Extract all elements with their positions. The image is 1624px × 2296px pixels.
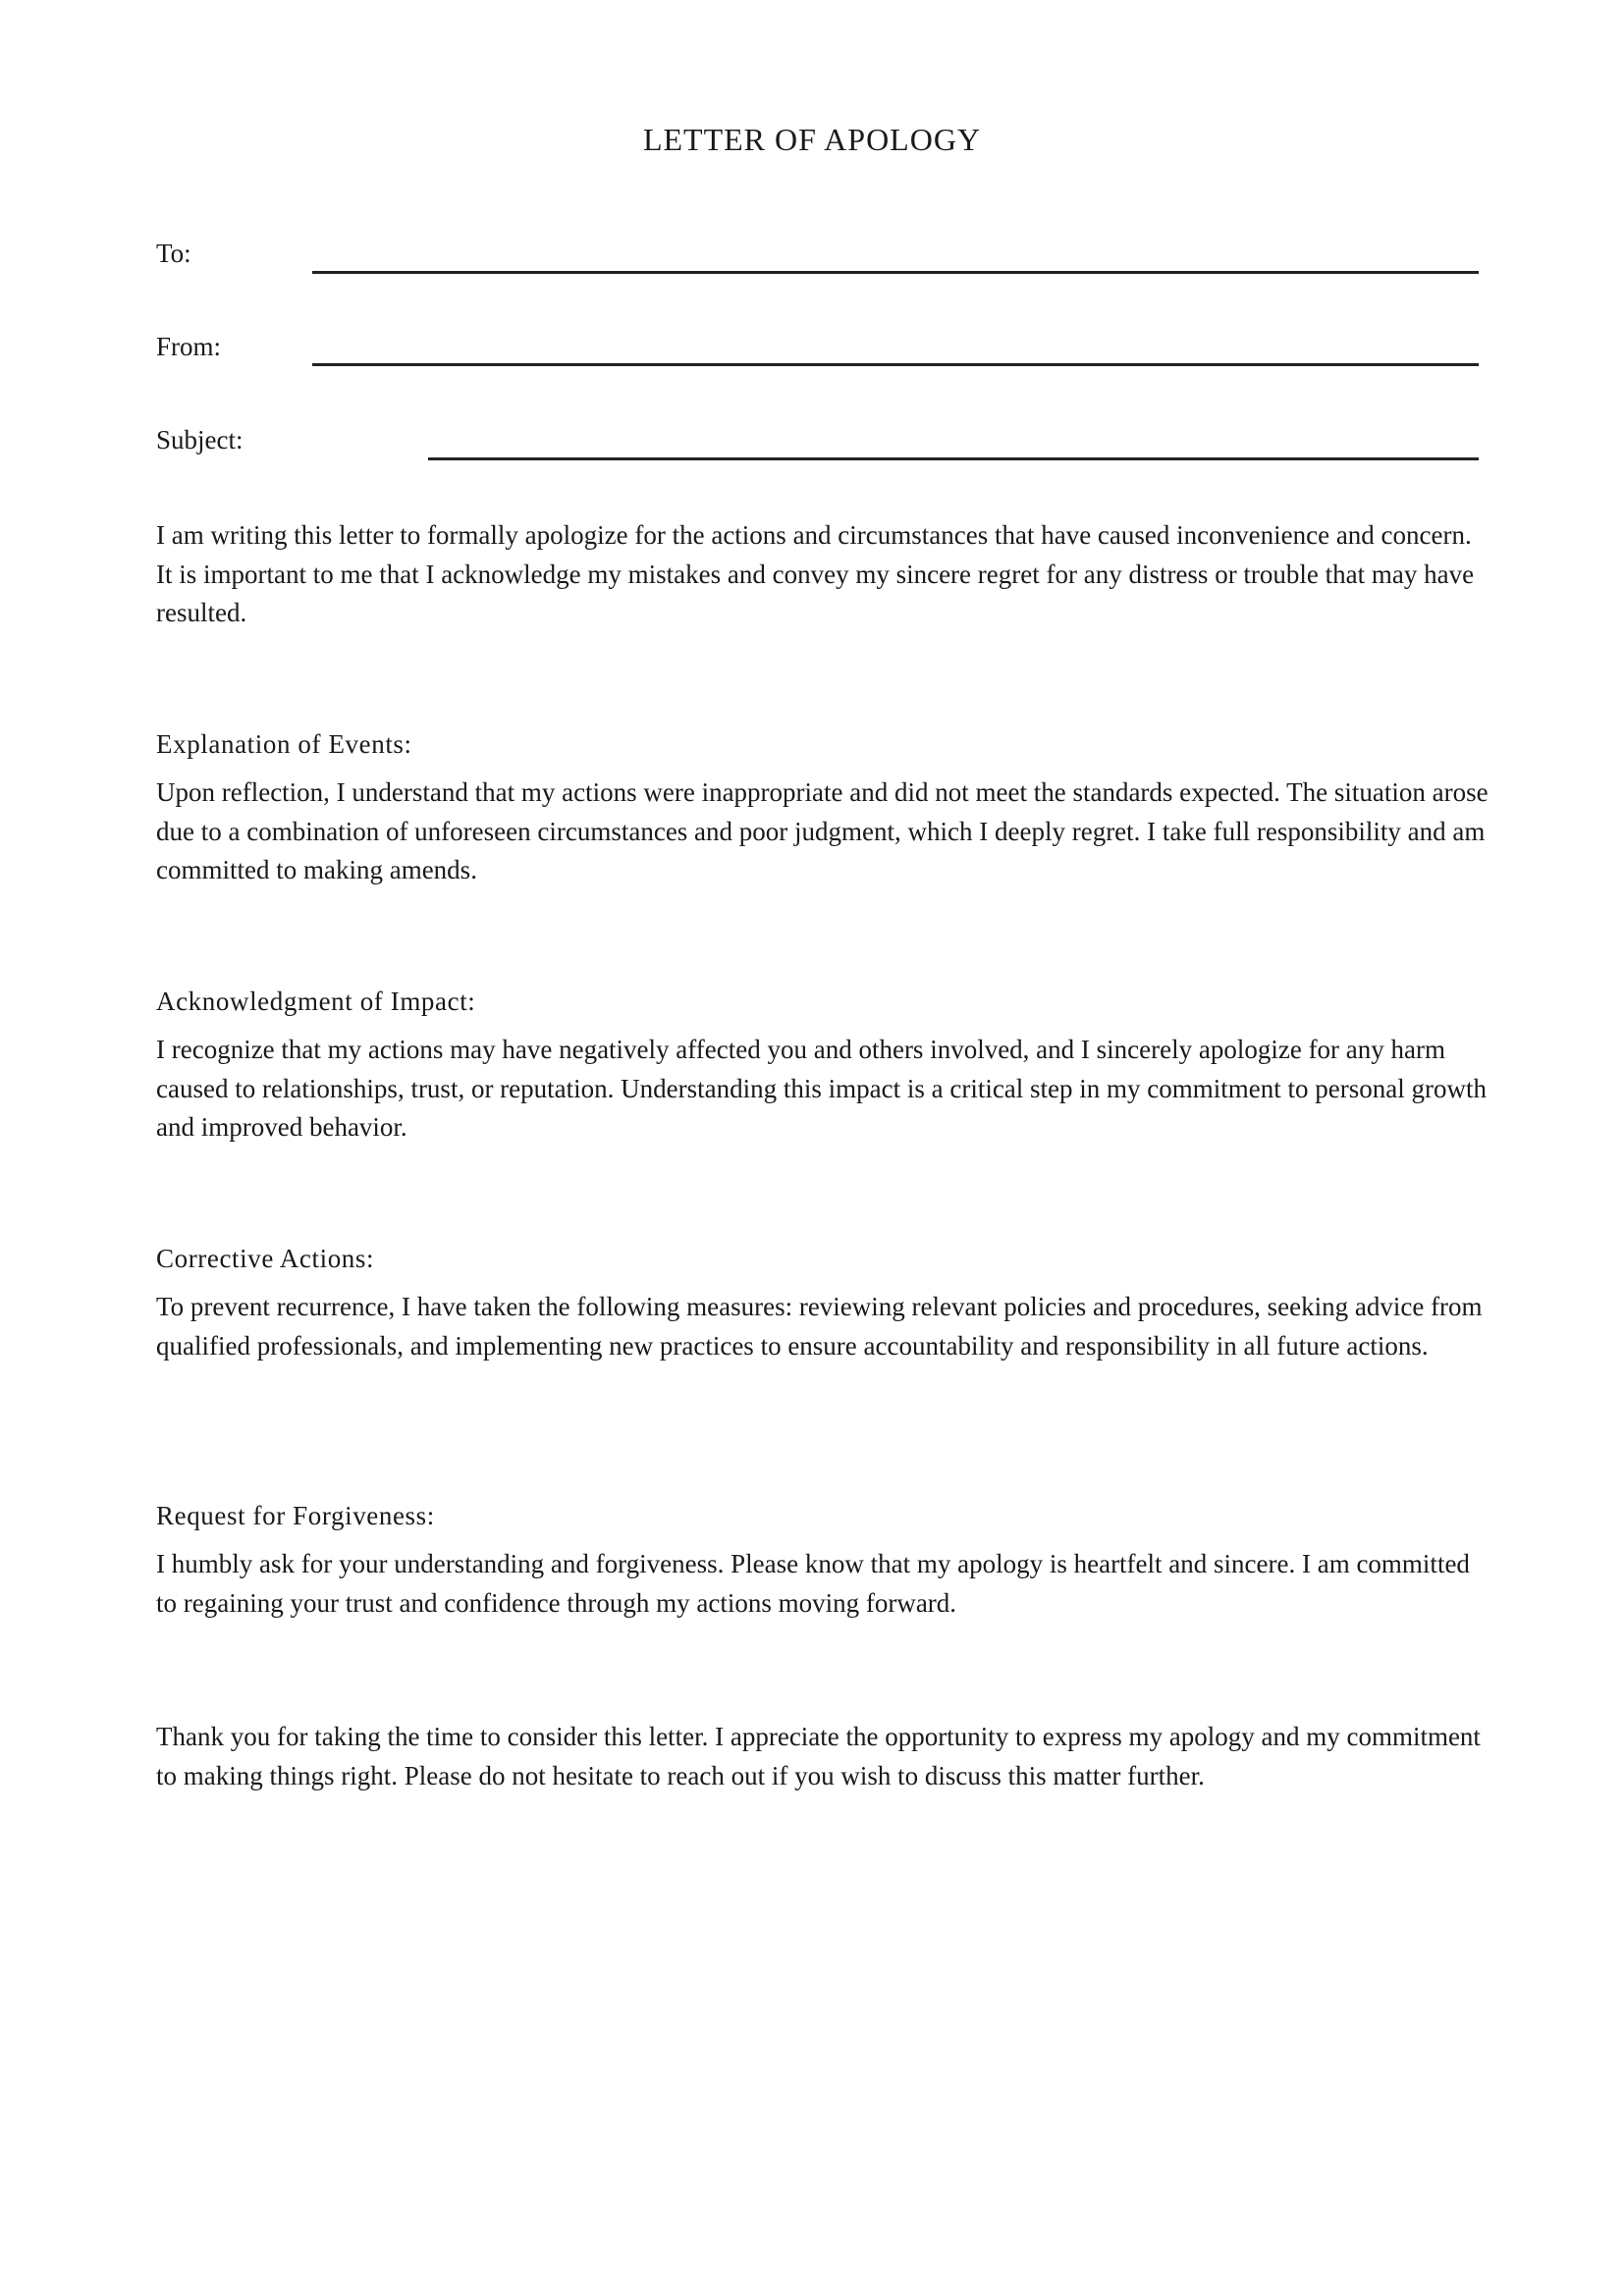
subject-label: Subject: [156, 425, 244, 454]
subject-field-line[interactable] [428, 457, 1479, 460]
to-field-line[interactable] [312, 271, 1479, 274]
to-label: To: [156, 239, 191, 268]
section-heading-corrective: Corrective Actions: [156, 1244, 375, 1273]
section-heading-forgiveness: Request for Forgiveness: [156, 1501, 435, 1530]
section-body-impact: I recognize that my actions may have negatively affected you and others involved, and I sincerely apologize for any harm caused to relationships, trust, or reputation. Understanding this impact is a critical step in my commitment to personal growth and improved behavior. [156, 1035, 1487, 1142]
section-body-explanation: Upon reflection, I understand that my actions were inappropriate and did not meet the standards expected. The situation arose due to a combination of unforeseen circumstances and poor judgment, which I deeply regret. I take full responsibility and am committed to making amends. [156, 777, 1489, 884]
section-body-forgiveness: I humbly ask for your understanding and forgiveness. Please know that my apology is heartfelt and sincere. I am committed to regaining your trust and confidence through my actions moving forward. [156, 1549, 1470, 1618]
section-heading-explanation: Explanation of Events: [156, 729, 412, 759]
from-field-line[interactable] [312, 363, 1479, 366]
document-title: LETTER OF APOLOGY [642, 122, 982, 157]
section-body-corrective: To prevent recurrence, I have taken the following measures: reviewing relevant policies and procedures, seeking advice from qualified professionals, and implementing new practices to ensure accountability and responsibility in all future actions. [156, 1292, 1483, 1361]
intro-paragraph: I am writing this letter to formally apologize for the actions and circumstances that have caused inconvenience and concern. It is important to me that I acknowledge my mistakes and convey my sincere regret for any distress or trouble that may have resulted. [156, 520, 1475, 627]
section-heading-impact: Acknowledgment of Impact: [156, 987, 476, 1016]
closing-paragraph: Thank you for taking the time to consider this letter. I appreciate the opportunity to express my apology and my commitment to making things right. Please do not hesitate to reach out if you wish to discuss this matter further. [156, 1722, 1481, 1790]
from-label: From: [156, 332, 222, 361]
